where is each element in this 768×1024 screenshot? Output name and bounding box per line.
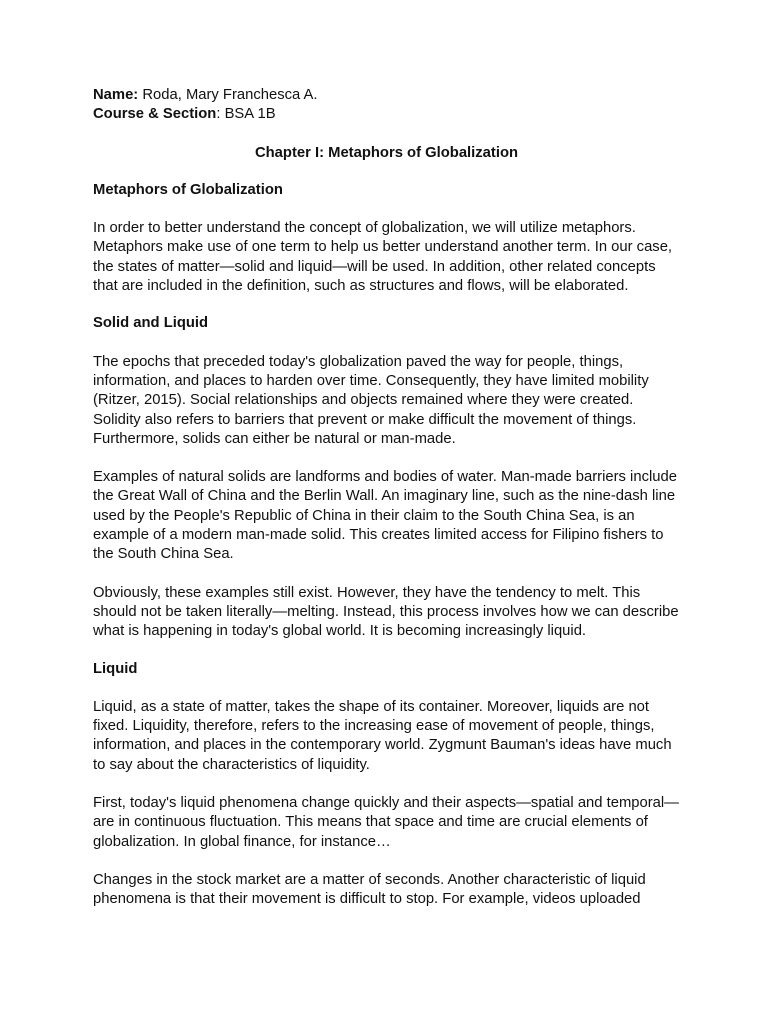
name-label: Name:: [93, 87, 139, 103]
course-value: : BSA 1B: [216, 106, 276, 123]
name-value: Roda, Mary Franchesca A.: [138, 87, 318, 103]
paragraph-liquid-2: First, today's liquid phenomena change quickly and their aspects—spatial and temporal—are in continuous fluctuation. This means that space and time are crucial elements of globalization. In global finance, for instance…: [93, 795, 679, 850]
paragraph-liquid-3: Changes in the stock market are a matter of seconds. Another characteristic of liquid phenomena is that their movement is difficult to stop. For example, videos uploaded: [93, 871, 646, 908]
chapter-title: Chapter I: Metaphors of Globalization: [254, 144, 519, 161]
paragraph-solid-liquid-2: Examples of natural solids are landforms and bodies of water. Man-made barriers include the Great Wall of China and the Berlin Wall. An imaginary line, such as the nine-dash line used by the People's Republic of China in their claim to the South China Sea, is an example of a modern man-made solid. This creates limited access for Filipino fishers to the South China Sea.: [93, 469, 677, 563]
section-heading-liquid: Liquid: [93, 660, 138, 677]
paragraph-liquid-1: Liquid, as a state of matter, takes the shape of its container. Moreover, liquids are not fixed. Liquidity, therefore, refers to the increasing ease of movement of people, things, information, and places in the contemporary world. Zygmunt Bauman's ideas have much to say about the characteristics of liquidity.: [93, 698, 672, 773]
name-line: [93, 86, 680, 105]
course-line: [93, 105, 680, 124]
paragraph-metaphors-1: In order to better understand the concept of globalization, we will utilize metaphors. Metaphors make use of one term to help us better understand another term. In our case, the states of matter—solid and liquid—will be used. In addition, other related concepts that are included in the definition, such as structures and flows, will be elaborated.: [93, 220, 673, 295]
section-heading-metaphors: Metaphors of Globalization: [93, 181, 283, 198]
course-label: Course & Section: [93, 106, 217, 123]
section-heading-solid-liquid: Solid and Liquid: [93, 315, 209, 332]
paragraph-solid-liquid-1: The epochs that preceded today's globalization paved the way for people, things, information, and places to harden over time. Consequently, they have limited mobility (Ritzer, 2015). Social relationships and objects remained where they were created. Solidity also refers to barriers that prevent or make difficult the movement of things. Furthermore, solids can either be natural or man-made.: [93, 353, 649, 447]
paragraph-solid-liquid-3: Obviously, these examples still exist. However, they have the tendency to melt. This should not be taken literally—melting. Instead, this process involves how we can describe what is happening in today's global world. It is becoming increasingly liquid.: [93, 584, 679, 640]
